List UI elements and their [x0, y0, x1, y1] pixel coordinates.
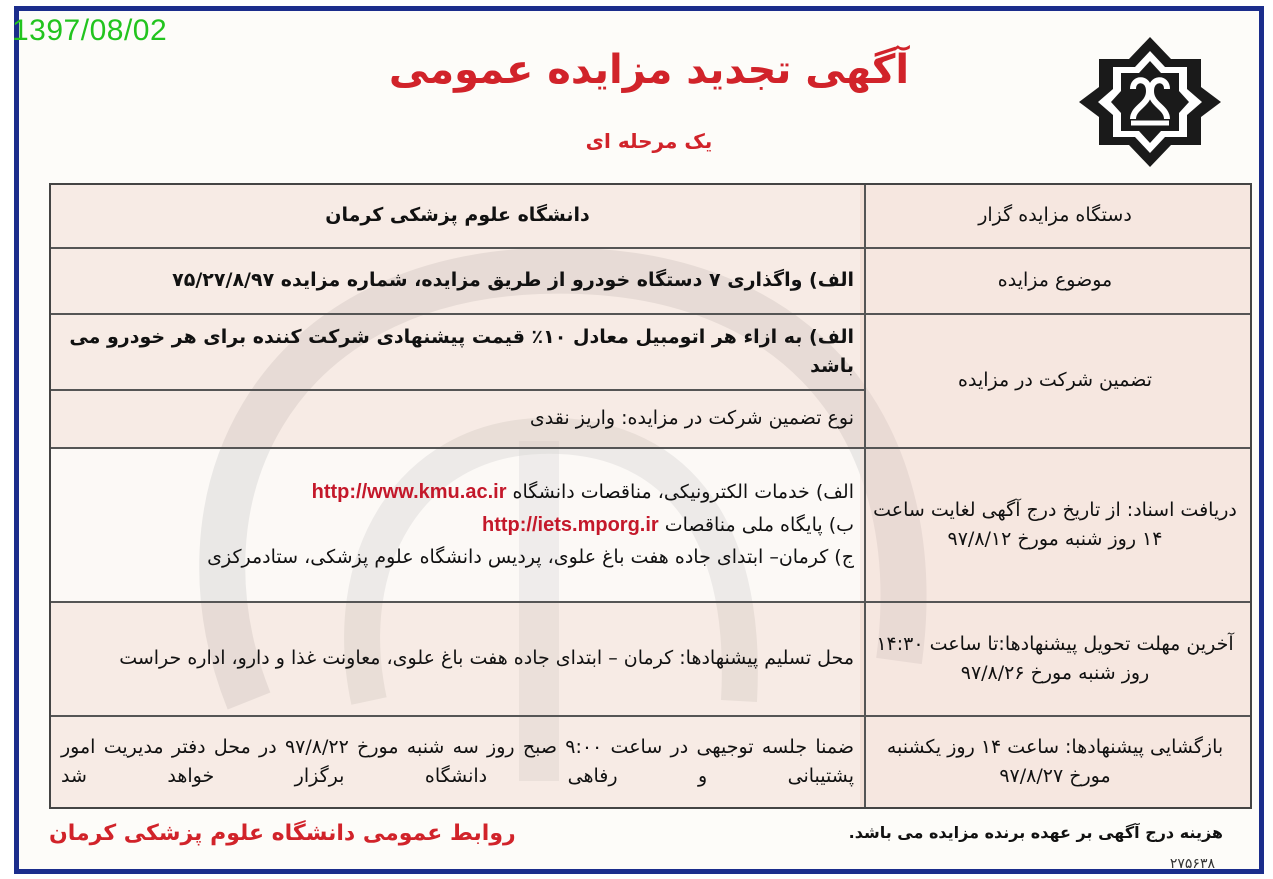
- table-row-opening: [51, 717, 1250, 807]
- university-emblem-icon: [1075, 33, 1225, 171]
- documents-label: دریافت اسناد: از تاریخ درج آگهی لغایت ساعت ۱۴ روز شنبه مورخ ۹۷/۸/۱۲: [860, 449, 1250, 601]
- documents-line-c: ج) کرمان– ابتدای جاده هفت باغ علوی، پردیس دانشگاه علوم پزشکی، ستادمرکزی: [207, 546, 854, 569]
- organizer-label: دستگاه مزایده گزار: [860, 185, 1250, 247]
- column-divider: [864, 185, 866, 807]
- page-title: آگهی تجدید مزایده عمومی: [388, 47, 910, 93]
- opening-value: [51, 717, 864, 807]
- page-subtitle: یک مرحله ای: [585, 129, 713, 153]
- guarantee-value: [51, 315, 864, 447]
- documents-line-a-text: الف) خدمات الکترونیکی، مناقصات دانشگاه: [512, 481, 854, 504]
- guarantee-label: تضمین شرکت در مزایده: [860, 315, 1250, 447]
- deadline-location: محل تسلیم پیشنهادها: کرمان – ابتدای جاده هفت باغ علوی، معاونت غذا و دارو، اداره حراست: [119, 647, 854, 670]
- guarantee-amount: الف) به ازاء هر اتومبیل معادل ۱۰٪ قیمت پیشنهادی شرکت کننده برای هر خودرو می باشد: [51, 315, 864, 391]
- iets-website-link[interactable]: http://iets.mporg.ir: [482, 514, 659, 537]
- guarantee-type: نوع تضمین شرکت در مزایده: واریز نقدی: [529, 407, 854, 430]
- tender-details-table: [49, 183, 1252, 809]
- table-row-documents: [51, 449, 1250, 603]
- table-row-subject: [51, 249, 1250, 315]
- documents-line-a: [207, 477, 854, 508]
- briefing-session-note: ضمنا جلسه توجیهی در ساعت ۹:۰۰ صبح روز سه شنبه مورخ ۹۷/۸/۲۲ در محل دفتر مدیریت امور پشتیبانی و رفاهی دانشگاه برگزار خواهد شد: [61, 735, 854, 787]
- organizer-value: دانشگاه علوم پزشکی کرمان: [51, 185, 864, 247]
- subject-label: موضوع مزایده: [860, 249, 1250, 313]
- advertisement-frame: [14, 6, 1264, 874]
- date-stamp: 1397/08/02: [12, 14, 168, 47]
- documents-value: [51, 449, 864, 601]
- table-row-deadline: [51, 603, 1250, 717]
- cost-note: هزینه درج آگهی بر عهده برنده مزایده می باشد.: [848, 823, 1223, 842]
- ad-code: ۲۷۵۶۳۸: [1169, 856, 1215, 872]
- table-row-organizer: [51, 185, 1250, 249]
- kmu-website-link[interactable]: http://www.kmu.ac.ir: [311, 481, 507, 504]
- documents-line-b: [207, 510, 854, 541]
- subject-value: الف) واگذاری ۷ دستگاه خودرو از طریق مزایده، شماره مزایده ۷۵/۲۷/۸/۹۷: [51, 249, 864, 313]
- deadline-label: آخرین مهلت تحویل پیشنهادها:تا ساعت ۱۴:۳۰ روز شنبه مورخ ۹۷/۸/۲۶: [860, 603, 1250, 715]
- publisher-name: روابط عمومی دانشگاه علوم پزشکی کرمان: [49, 821, 516, 846]
- table-row-guarantee: [51, 315, 1250, 449]
- opening-label: بازگشایی پیشنهادها: ساعت ۱۴ روز یکشنبه مورخ ۹۷/۸/۲۷: [860, 717, 1250, 807]
- deadline-value: [51, 603, 864, 715]
- documents-line-b-text: ب) پایگاه ملی مناقصات: [664, 514, 854, 537]
